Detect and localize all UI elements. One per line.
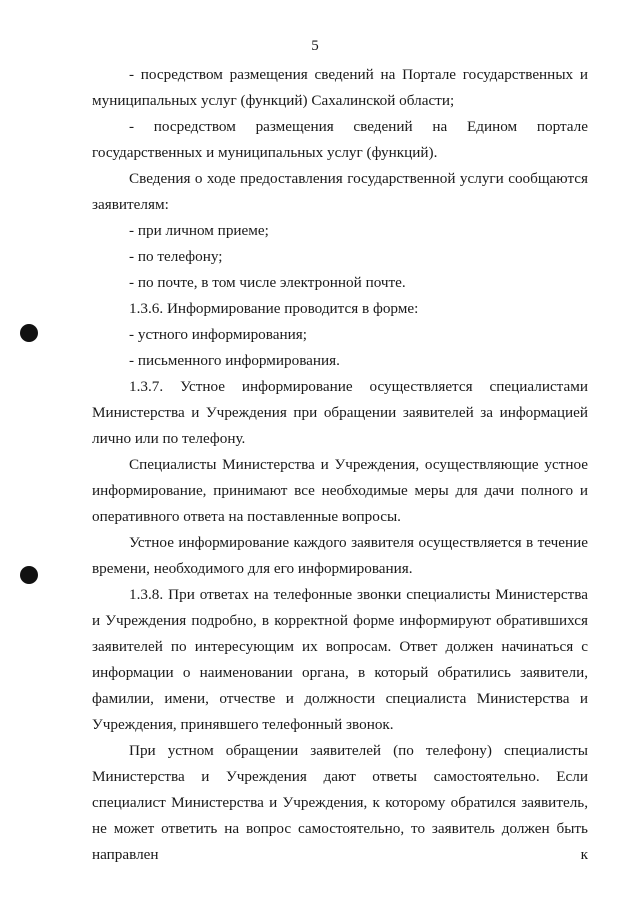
list-item: - по телефону;	[129, 248, 223, 265]
list-item: - устного информирования;	[129, 326, 307, 343]
paragraph: - посредством размещения сведений на Едином портале государственных и муниципальных услуг (функций).	[92, 118, 588, 161]
document-body	[92, 62, 588, 868]
paragraph: Устное информирование каждого заявителя осуществляется в течение времени, необходимого для его информирования.	[92, 534, 588, 577]
punch-hole-mark	[20, 324, 38, 342]
list-item: - по почте, в том числе электронной почте.	[129, 274, 406, 291]
paragraph: - посредством размещения сведений на Портале государственных и муниципальных услуг (функций) Сахалинской области;	[92, 66, 588, 109]
paragraph: Специалисты Министерства и Учреждения, осуществляющие устное информирование, принимают все необходимые меры для дачи полного и оперативного ответа на поставленные вопросы.	[92, 456, 588, 525]
paragraph: Сведения о ходе предоставления государственной услуги сообщаются заявителям:	[92, 170, 588, 213]
paragraph: 1.3.8. При ответах на телефонные звонки специалисты Министерства и Учреждения подробно, в корректной форме информируют обратившихся заявителей по интересующим их вопросам. Ответ должен начинаться с информации о наименовании органа, в который обратились заявители, фамилии, имени, отчестве и должности специалиста Министерства и Учреждения, принявшего телефонный звонок.	[92, 586, 588, 733]
paragraph: 1.3.6. Информирование проводится в форме:	[129, 300, 419, 317]
paragraph: При устном обращении заявителей (по телефону) специалисты Министерства и Учреждения дают ответы самостоятельно. Если специалист Министерства и Учреждения, к которому обратился заявитель, не может ответить на вопрос самостоятельно, то заявитель должен быть направлен к	[92, 742, 588, 863]
list-item: - при личном приеме;	[129, 222, 269, 239]
page-number: 5	[311, 38, 319, 54]
list-item: - письменного информирования.	[129, 352, 340, 369]
punch-hole-mark	[20, 566, 38, 584]
paragraph: 1.3.7. Устное информирование осуществляется специалистами Министерства и Учреждения при обращении заявителей за информацией лично или по телефону.	[92, 378, 588, 447]
